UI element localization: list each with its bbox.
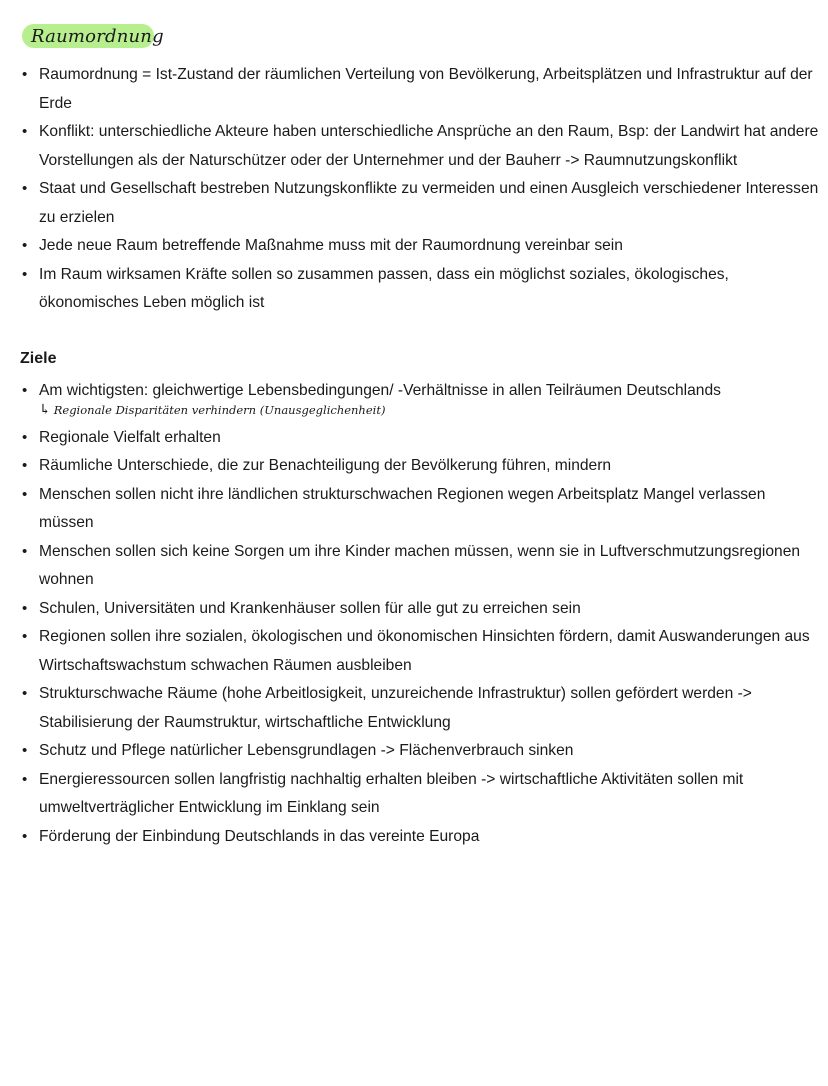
- bullet-icon: •: [22, 382, 28, 399]
- list-item: [20, 175, 820, 232]
- list-item: [20, 595, 820, 624]
- bullet-icon: •: [22, 827, 28, 845]
- list-item-text: Strukturschwache Räume (hohe Arbeitlosigkeit, unzureichende Infrastruktur) sollen gefördert werden -> Stabilisierung der Raumstruktur, wirtschaftliche Entwicklung: [39, 685, 752, 731]
- bullet-icon: •: [22, 542, 28, 560]
- bullet-icon: •: [22, 599, 28, 617]
- page-title: Raumordnung: [31, 26, 164, 47]
- list-item: [20, 538, 820, 595]
- list-item-text: Schutz und Pflege natürlicher Lebensgrundlagen -> Flächenverbrauch sinken: [39, 742, 574, 759]
- intro-list: [20, 61, 820, 318]
- list-item: [20, 766, 820, 823]
- bullet-icon: •: [22, 770, 28, 788]
- handwritten-note: [39, 402, 820, 418]
- list-item: [20, 118, 820, 175]
- bullet-icon: •: [22, 742, 28, 759]
- list-item-text: Schulen, Universitäten und Krankenhäuser sollen für alle gut zu erreichen sein: [39, 599, 581, 617]
- list-item-text: Staat und Gesellschaft bestreben Nutzungskonflikte zu vermeiden und einen Ausgleich verschiedener Interessen zu erzielen: [39, 180, 819, 226]
- list-item: [20, 232, 820, 261]
- section-heading-ziele: Ziele: [20, 350, 57, 367]
- list-item: [20, 261, 820, 318]
- handwritten-note-text: Regionale Disparitäten verhindern (Unausgeglichenheit): [53, 402, 386, 417]
- bullet-icon: •: [22, 685, 28, 702]
- list-item-text: Konflikt: unterschiedliche Akteure haben unterschiedliche Ansprüche an den Raum, Bsp: der Landwirt hat andere Vorstellungen als der Naturschützer oder der Unternehmer und der Bauherr -> Raumnutzungskonflikt: [39, 123, 819, 169]
- list-item-text: Räumliche Unterschiede, die zur Benachteiligung der Bevölkerung führen, mindern: [39, 457, 612, 474]
- list-item-text: Menschen sollen sich keine Sorgen um ihre Kinder machen müssen, wenn sie in Luftverschmutzungsregionen wohnen: [39, 542, 801, 588]
- list-item: [20, 61, 820, 118]
- list-item-text: Raumordnung = Ist-Zustand der räumlichen Verteilung von Bevölkerung, Arbeitsplätzen und Infrastruktur auf der Erde: [39, 66, 813, 112]
- title-block: [22, 22, 164, 52]
- list-item: [20, 377, 820, 418]
- list-item: [20, 737, 820, 766]
- list-item: [20, 823, 820, 852]
- bullet-icon: •: [22, 123, 28, 140]
- list-item: [20, 623, 820, 680]
- bullet-icon: •: [22, 628, 28, 645]
- bullet-icon: •: [22, 428, 28, 446]
- list-item: [20, 481, 820, 538]
- list-item-text: Regionale Vielfalt erhalten: [39, 428, 221, 446]
- bullet-icon: •: [22, 485, 28, 503]
- list-item: [20, 452, 820, 481]
- bullet-icon: •: [22, 457, 28, 474]
- list-item-text: Im Raum wirksamen Kräfte sollen so zusammen passen, dass ein möglichst soziales, ökologisches, ökonomisches Leben möglich ist: [39, 265, 729, 311]
- list-item-text: Menschen sollen nicht ihre ländlichen strukturschwachen Regionen wegen Arbeitsplatz Mangel verlassen müssen: [39, 485, 766, 531]
- list-item: [20, 680, 820, 737]
- bullet-icon: •: [22, 237, 28, 254]
- bullet-icon: •: [22, 66, 28, 83]
- goals-list: [20, 377, 820, 851]
- list-item-text: Am wichtigsten: gleichwertige Lebensbedingungen/ -Verhältnisse in allen Teilräumen Deutschlands: [39, 382, 721, 399]
- list-item-text: Jede neue Raum betreffende Maßnahme muss mit der Raumordnung vereinbar sein: [39, 237, 623, 254]
- list-item-text: Energieressourcen sollen langfristig nachhaltig erhalten bleiben -> wirtschaftliche Aktivitäten sollen mit umweltverträglicher Entwicklung im Einklang sein: [39, 770, 744, 816]
- arrow-icon: ↳: [39, 401, 51, 418]
- list-item: [20, 424, 820, 453]
- list-item-text: Förderung der Einbindung Deutschlands in das vereinte Europa: [39, 827, 480, 845]
- bullet-icon: •: [22, 180, 28, 197]
- bullet-icon: •: [22, 265, 28, 283]
- list-item-text: Regionen sollen ihre sozialen, ökologischen und ökonomischen Hinsichten fördern, damit Auswanderungen aus Wirtschaftswachstum schwachen Räumen ausbleiben: [39, 628, 810, 674]
